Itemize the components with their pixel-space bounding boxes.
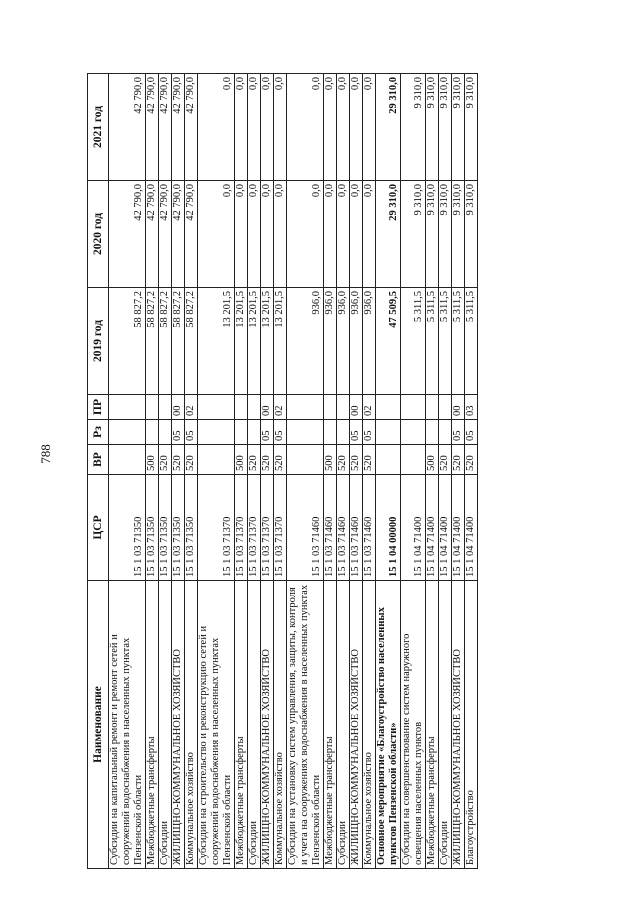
table-row [172, 74, 185, 869]
cell-name: Субсидии на совершенствование систем наружного освещения населенных пунктов [401, 581, 426, 869]
table-row [337, 74, 350, 869]
cell-pr [324, 395, 337, 420]
cell-pr: 00 [172, 395, 185, 420]
cell-vr: 500 [426, 445, 439, 475]
cell-csr: 15 1 03 71350 [159, 475, 172, 581]
cell-rz [337, 420, 350, 445]
cell-csr: 15 1 03 71460 [350, 475, 363, 581]
cell-vr: 520 [261, 445, 274, 475]
cell-csr: 15 1 04 71400 [439, 475, 452, 581]
table-header-row [88, 74, 109, 869]
cell-pr: 02 [185, 395, 198, 420]
cell-2020: 0,0 [261, 181, 274, 288]
cell-2020: 9 310,0 [426, 181, 439, 288]
cell-vr: 520 [274, 445, 287, 475]
header-2021: 2021 год [88, 74, 109, 181]
cell-rz: 05 [274, 420, 287, 445]
cell-pr: 03 [465, 395, 478, 420]
cell-2021: 0,0 [235, 74, 248, 181]
cell-csr: 15 1 03 71350 [172, 475, 185, 581]
cell-2021: 0,0 [261, 74, 274, 181]
cell-2020: 42 790,0 [185, 181, 198, 288]
cell-pr: 02 [274, 395, 287, 420]
cell-vr [376, 445, 401, 475]
cell-2021: 9 310,0 [465, 74, 478, 181]
cell-rz: 05 [363, 420, 376, 445]
cell-2021: 9 310,0 [426, 74, 439, 181]
cell-pr [337, 395, 350, 420]
cell-vr: 520 [465, 445, 478, 475]
table-row [235, 74, 248, 869]
cell-2019: 13 201,5 [274, 288, 287, 395]
cell-name: Субсидии на строительство и реконструкцию сетей и сооружений водоснабжения в населенных пунктах Пензенской области [198, 581, 235, 869]
cell-2020: 42 790,0 [146, 181, 159, 288]
rotated-page-content [87, 74, 539, 869]
table-row [248, 74, 261, 869]
table-body [109, 74, 478, 869]
cell-2020: 0,0 [287, 181, 324, 288]
cell-vr [198, 445, 235, 475]
cell-csr: 15 1 03 71350 [185, 475, 198, 581]
cell-name: Коммунальное хозяйство [363, 581, 376, 869]
cell-name: Коммунальное хозяйство [185, 581, 198, 869]
cell-csr: 15 1 03 71370 [198, 475, 235, 581]
cell-name: Субсидии [439, 581, 452, 869]
cell-2020: 9 310,0 [439, 181, 452, 288]
header-vr: ВР [88, 445, 109, 475]
cell-pr [146, 395, 159, 420]
cell-csr: 15 1 03 71370 [261, 475, 274, 581]
cell-csr: 15 1 04 71400 [465, 475, 478, 581]
cell-2020: 42 790,0 [172, 181, 185, 288]
cell-name: Субсидии [248, 581, 261, 869]
cell-2020: 9 310,0 [465, 181, 478, 288]
cell-csr: 15 1 03 71350 [109, 475, 146, 581]
cell-csr: 15 1 04 71400 [401, 475, 426, 581]
cell-2019: 58 827,2 [185, 288, 198, 395]
cell-csr: 15 1 03 71350 [146, 475, 159, 581]
cell-rz [401, 420, 426, 445]
cell-2021: 42 790,0 [109, 74, 146, 181]
cell-2019: 58 827,2 [146, 288, 159, 395]
cell-vr: 520 [172, 445, 185, 475]
cell-2019: 13 201,5 [261, 288, 274, 395]
cell-csr: 15 1 04 00000 [376, 475, 401, 581]
cell-2021: 0,0 [287, 74, 324, 181]
cell-2019: 5 311,5 [426, 288, 439, 395]
cell-rz [426, 420, 439, 445]
header-rz: Рз [88, 420, 109, 445]
cell-name: Субсидии [337, 581, 350, 869]
cell-2019: 13 201,5 [235, 288, 248, 395]
rotated-table-container [87, 74, 539, 869]
cell-2019: 936,0 [350, 288, 363, 395]
cell-2021: 9 310,0 [401, 74, 426, 181]
cell-2020: 42 790,0 [109, 181, 146, 288]
cell-2021: 42 790,0 [172, 74, 185, 181]
cell-2021: 0,0 [248, 74, 261, 181]
cell-2020: 0,0 [248, 181, 261, 288]
table-row [426, 74, 439, 869]
cell-vr: 520 [452, 445, 465, 475]
cell-2021: 29 310,0 [376, 74, 401, 181]
cell-2021: 0,0 [324, 74, 337, 181]
cell-2021: 42 790,0 [159, 74, 172, 181]
cell-name: Благоустройство [465, 581, 478, 869]
cell-2019: 5 311,5 [439, 288, 452, 395]
cell-rz: 05 [452, 420, 465, 445]
cell-csr: 15 1 03 71370 [248, 475, 261, 581]
cell-2020: 9 310,0 [401, 181, 426, 288]
table-row [324, 74, 337, 869]
page-number: 788 [37, 444, 53, 464]
cell-rz [159, 420, 172, 445]
cell-vr: 520 [439, 445, 452, 475]
cell-2021: 0,0 [350, 74, 363, 181]
cell-vr: 500 [146, 445, 159, 475]
cell-name: Межбюджетные трансферты [426, 581, 439, 869]
cell-name: ЖИЛИЩНО-КОММУНАЛЬНОЕ ХОЗЯЙСТВО [350, 581, 363, 869]
cell-name: Субсидии на капитальный ремонт и ремонт сетей и сооружений водоснабжения в населенных пунктах Пензенской области [109, 581, 146, 869]
cell-vr: 520 [363, 445, 376, 475]
table-row [376, 74, 401, 869]
cell-pr [248, 395, 261, 420]
cell-vr [287, 445, 324, 475]
cell-2019: 13 201,5 [248, 288, 261, 395]
cell-rz: 05 [350, 420, 363, 445]
cell-csr: 15 1 04 71400 [426, 475, 439, 581]
cell-rz [235, 420, 248, 445]
cell-2019: 47 509,5 [376, 288, 401, 395]
table-row [363, 74, 376, 869]
cell-vr: 500 [235, 445, 248, 475]
cell-2021: 0,0 [337, 74, 350, 181]
cell-csr: 15 1 04 71400 [452, 475, 465, 581]
cell-name: ЖИЛИЩНО-КОММУНАЛЬНОЕ ХОЗЯЙСТВО [261, 581, 274, 869]
cell-name: Основное мероприятие «Благоустройство населенных пунктов Пензенской области» [376, 581, 401, 869]
header-2020: 2020 год [88, 181, 109, 288]
cell-2020: 0,0 [363, 181, 376, 288]
cell-2019: 936,0 [324, 288, 337, 395]
cell-2019: 5 311,5 [452, 288, 465, 395]
cell-pr [198, 395, 235, 420]
cell-pr [235, 395, 248, 420]
budget-table [87, 73, 478, 869]
cell-2019: 936,0 [363, 288, 376, 395]
table-row [465, 74, 478, 869]
cell-2019: 936,0 [337, 288, 350, 395]
cell-2021: 9 310,0 [452, 74, 465, 181]
cell-2019: 936,0 [287, 288, 324, 395]
cell-rz: 05 [185, 420, 198, 445]
cell-2019: 58 827,2 [109, 288, 146, 395]
cell-2020: 42 790,0 [159, 181, 172, 288]
cell-2020: 0,0 [274, 181, 287, 288]
cell-pr [287, 395, 324, 420]
cell-pr: 00 [350, 395, 363, 420]
cell-2020: 0,0 [198, 181, 235, 288]
cell-2020: 0,0 [350, 181, 363, 288]
cell-name: Межбюджетные трансферты [146, 581, 159, 869]
cell-2020: 0,0 [337, 181, 350, 288]
cell-pr [439, 395, 452, 420]
cell-2020: 29 310,0 [376, 181, 401, 288]
cell-2020: 0,0 [235, 181, 248, 288]
header-pr: ПР [88, 395, 109, 420]
cell-csr: 15 1 03 71460 [324, 475, 337, 581]
cell-name: Субсидии на установку систем управления, защиты, контроля и учета на сооружениях водоснабжения в населенных пунктах Пензенской области [287, 581, 324, 869]
cell-name: Коммунальное хозяйство [274, 581, 287, 869]
header-2019: 2019 год [88, 288, 109, 395]
cell-2019: 5 311,5 [465, 288, 478, 395]
cell-2021: 42 790,0 [146, 74, 159, 181]
cell-rz: 05 [465, 420, 478, 445]
cell-csr: 15 1 03 71460 [337, 475, 350, 581]
cell-pr [426, 395, 439, 420]
table-row [452, 74, 465, 869]
cell-rz [287, 420, 324, 445]
cell-2021: 9 310,0 [439, 74, 452, 181]
cell-pr [159, 395, 172, 420]
cell-2020: 9 310,0 [452, 181, 465, 288]
table-row [146, 74, 159, 869]
table-row [198, 74, 235, 869]
cell-vr [401, 445, 426, 475]
cell-csr: 15 1 03 71460 [363, 475, 376, 581]
cell-rz [146, 420, 159, 445]
cell-2019: 13 201,5 [198, 288, 235, 395]
cell-vr: 520 [350, 445, 363, 475]
table-row [350, 74, 363, 869]
cell-name: ЖИЛИЩНО-КОММУНАЛЬНОЕ ХОЗЯЙСТВО [172, 581, 185, 869]
table-row [401, 74, 426, 869]
cell-rz: 05 [261, 420, 274, 445]
header-csr: ЦСР [88, 475, 109, 581]
cell-vr: 520 [248, 445, 261, 475]
cell-csr: 15 1 03 71370 [274, 475, 287, 581]
table-row [261, 74, 274, 869]
cell-pr: 00 [261, 395, 274, 420]
cell-name: Субсидии [159, 581, 172, 869]
cell-2021: 0,0 [198, 74, 235, 181]
cell-pr [109, 395, 146, 420]
cell-vr: 520 [159, 445, 172, 475]
table-row [439, 74, 452, 869]
cell-rz: 05 [172, 420, 185, 445]
cell-pr: 00 [452, 395, 465, 420]
cell-name: Межбюджетные трансферты [235, 581, 248, 869]
table-row [274, 74, 287, 869]
cell-2021: 42 790,0 [185, 74, 198, 181]
table-row [159, 74, 172, 869]
cell-vr [109, 445, 146, 475]
cell-rz [439, 420, 452, 445]
cell-name: ЖИЛИЩНО-КОММУНАЛЬНОЕ ХОЗЯЙСТВО [452, 581, 465, 869]
table-row [287, 74, 324, 869]
cell-csr: 15 1 03 71370 [235, 475, 248, 581]
cell-2021: 0,0 [274, 74, 287, 181]
cell-2019: 58 827,2 [159, 288, 172, 395]
cell-name: Межбюджетные трансферты [324, 581, 337, 869]
table-row [109, 74, 146, 869]
header-name: Наименование [88, 581, 109, 869]
cell-rz [324, 420, 337, 445]
cell-rz [109, 420, 146, 445]
cell-2019: 58 827,2 [172, 288, 185, 395]
cell-rz [376, 420, 401, 445]
cell-vr: 520 [185, 445, 198, 475]
cell-pr [401, 395, 426, 420]
cell-rz [248, 420, 261, 445]
cell-pr [376, 395, 401, 420]
cell-vr: 520 [337, 445, 350, 475]
cell-2019: 5 311,5 [401, 288, 426, 395]
cell-vr: 500 [324, 445, 337, 475]
table-row [185, 74, 198, 869]
cell-2020: 0,0 [324, 181, 337, 288]
cell-csr: 15 1 03 71460 [287, 475, 324, 581]
cell-2021: 0,0 [363, 74, 376, 181]
cell-rz [198, 420, 235, 445]
cell-pr: 02 [363, 395, 376, 420]
